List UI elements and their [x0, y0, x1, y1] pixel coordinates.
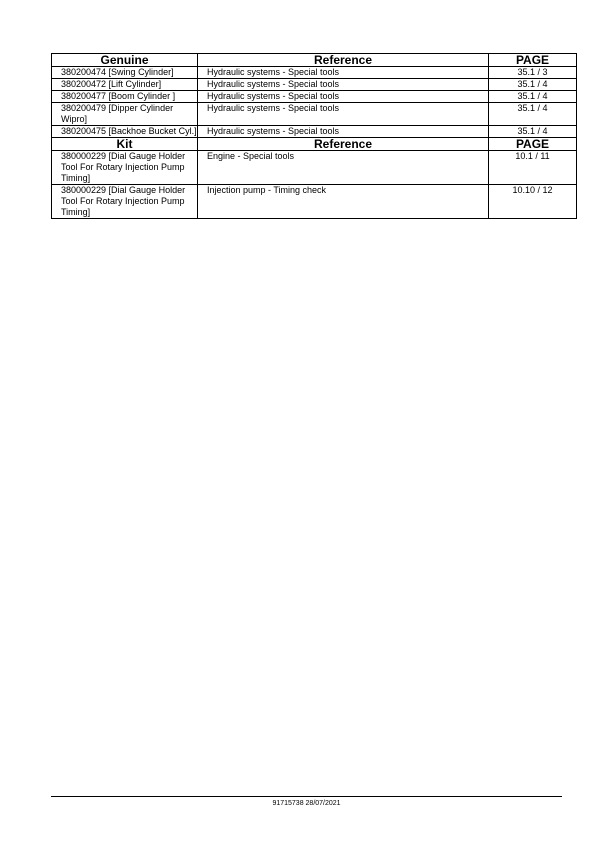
page-cell: 35.1 / 4 [489, 103, 577, 126]
part-cell: 380200475 [Backhoe Bucket Cyl.] [52, 126, 198, 138]
page-cell: 10.10 / 12 [489, 185, 577, 219]
table-row [52, 126, 577, 138]
page-cell: 10.1 / 11 [489, 151, 577, 185]
page-cell: 35.1 / 4 [489, 91, 577, 103]
reference-cell: Hydraulic systems - Special tools [198, 67, 489, 79]
footer-divider [51, 796, 562, 797]
page-cell: 35.1 / 3 [489, 67, 577, 79]
reference-column-header: Reference [198, 138, 489, 151]
table-row [52, 79, 577, 91]
reference-cell: Engine - Special tools [198, 151, 489, 185]
page-column-header: PAGE [489, 138, 577, 151]
page-cell: 35.1 / 4 [489, 126, 577, 138]
page-column-header: PAGE [489, 54, 577, 67]
table-row [52, 185, 577, 219]
part-cell: 380200477 [Boom Cylinder ] [52, 91, 198, 103]
reference-cell: Hydraulic systems - Special tools [198, 126, 489, 138]
page-cell: 35.1 / 4 [489, 79, 577, 91]
table-row [52, 103, 577, 126]
part-cell: 380200479 [Dipper Cylinder Wipro] [52, 103, 198, 126]
reference-cell: Hydraulic systems - Special tools [198, 79, 489, 91]
part-cell: 380000229 [Dial Gauge Holder Tool For Rotary Injection Pump Timing] [52, 185, 198, 219]
table-row [52, 67, 577, 79]
genuine-header-row [52, 54, 577, 67]
reference-column-header: Reference [198, 54, 489, 67]
part-cell: 380000229 [Dial Gauge Holder Tool For Rotary Injection Pump Timing] [52, 151, 198, 185]
table-row [52, 91, 577, 103]
genuine-column-header: Genuine [52, 54, 198, 67]
reference-cell: Injection pump - Timing check [198, 185, 489, 219]
reference-cell: Hydraulic systems - Special tools [198, 103, 489, 126]
special-tools-table [51, 53, 577, 219]
part-cell: 380200474 [Swing Cylinder] [52, 67, 198, 79]
part-cell: 380200472 [Lift Cylinder] [52, 79, 198, 91]
kit-column-header: Kit [52, 138, 198, 151]
footer-doc-id: 91715738 28/07/2021 [272, 800, 341, 807]
kit-header-row [52, 138, 577, 151]
table-row [52, 151, 577, 185]
reference-cell: Hydraulic systems - Special tools [198, 91, 489, 103]
